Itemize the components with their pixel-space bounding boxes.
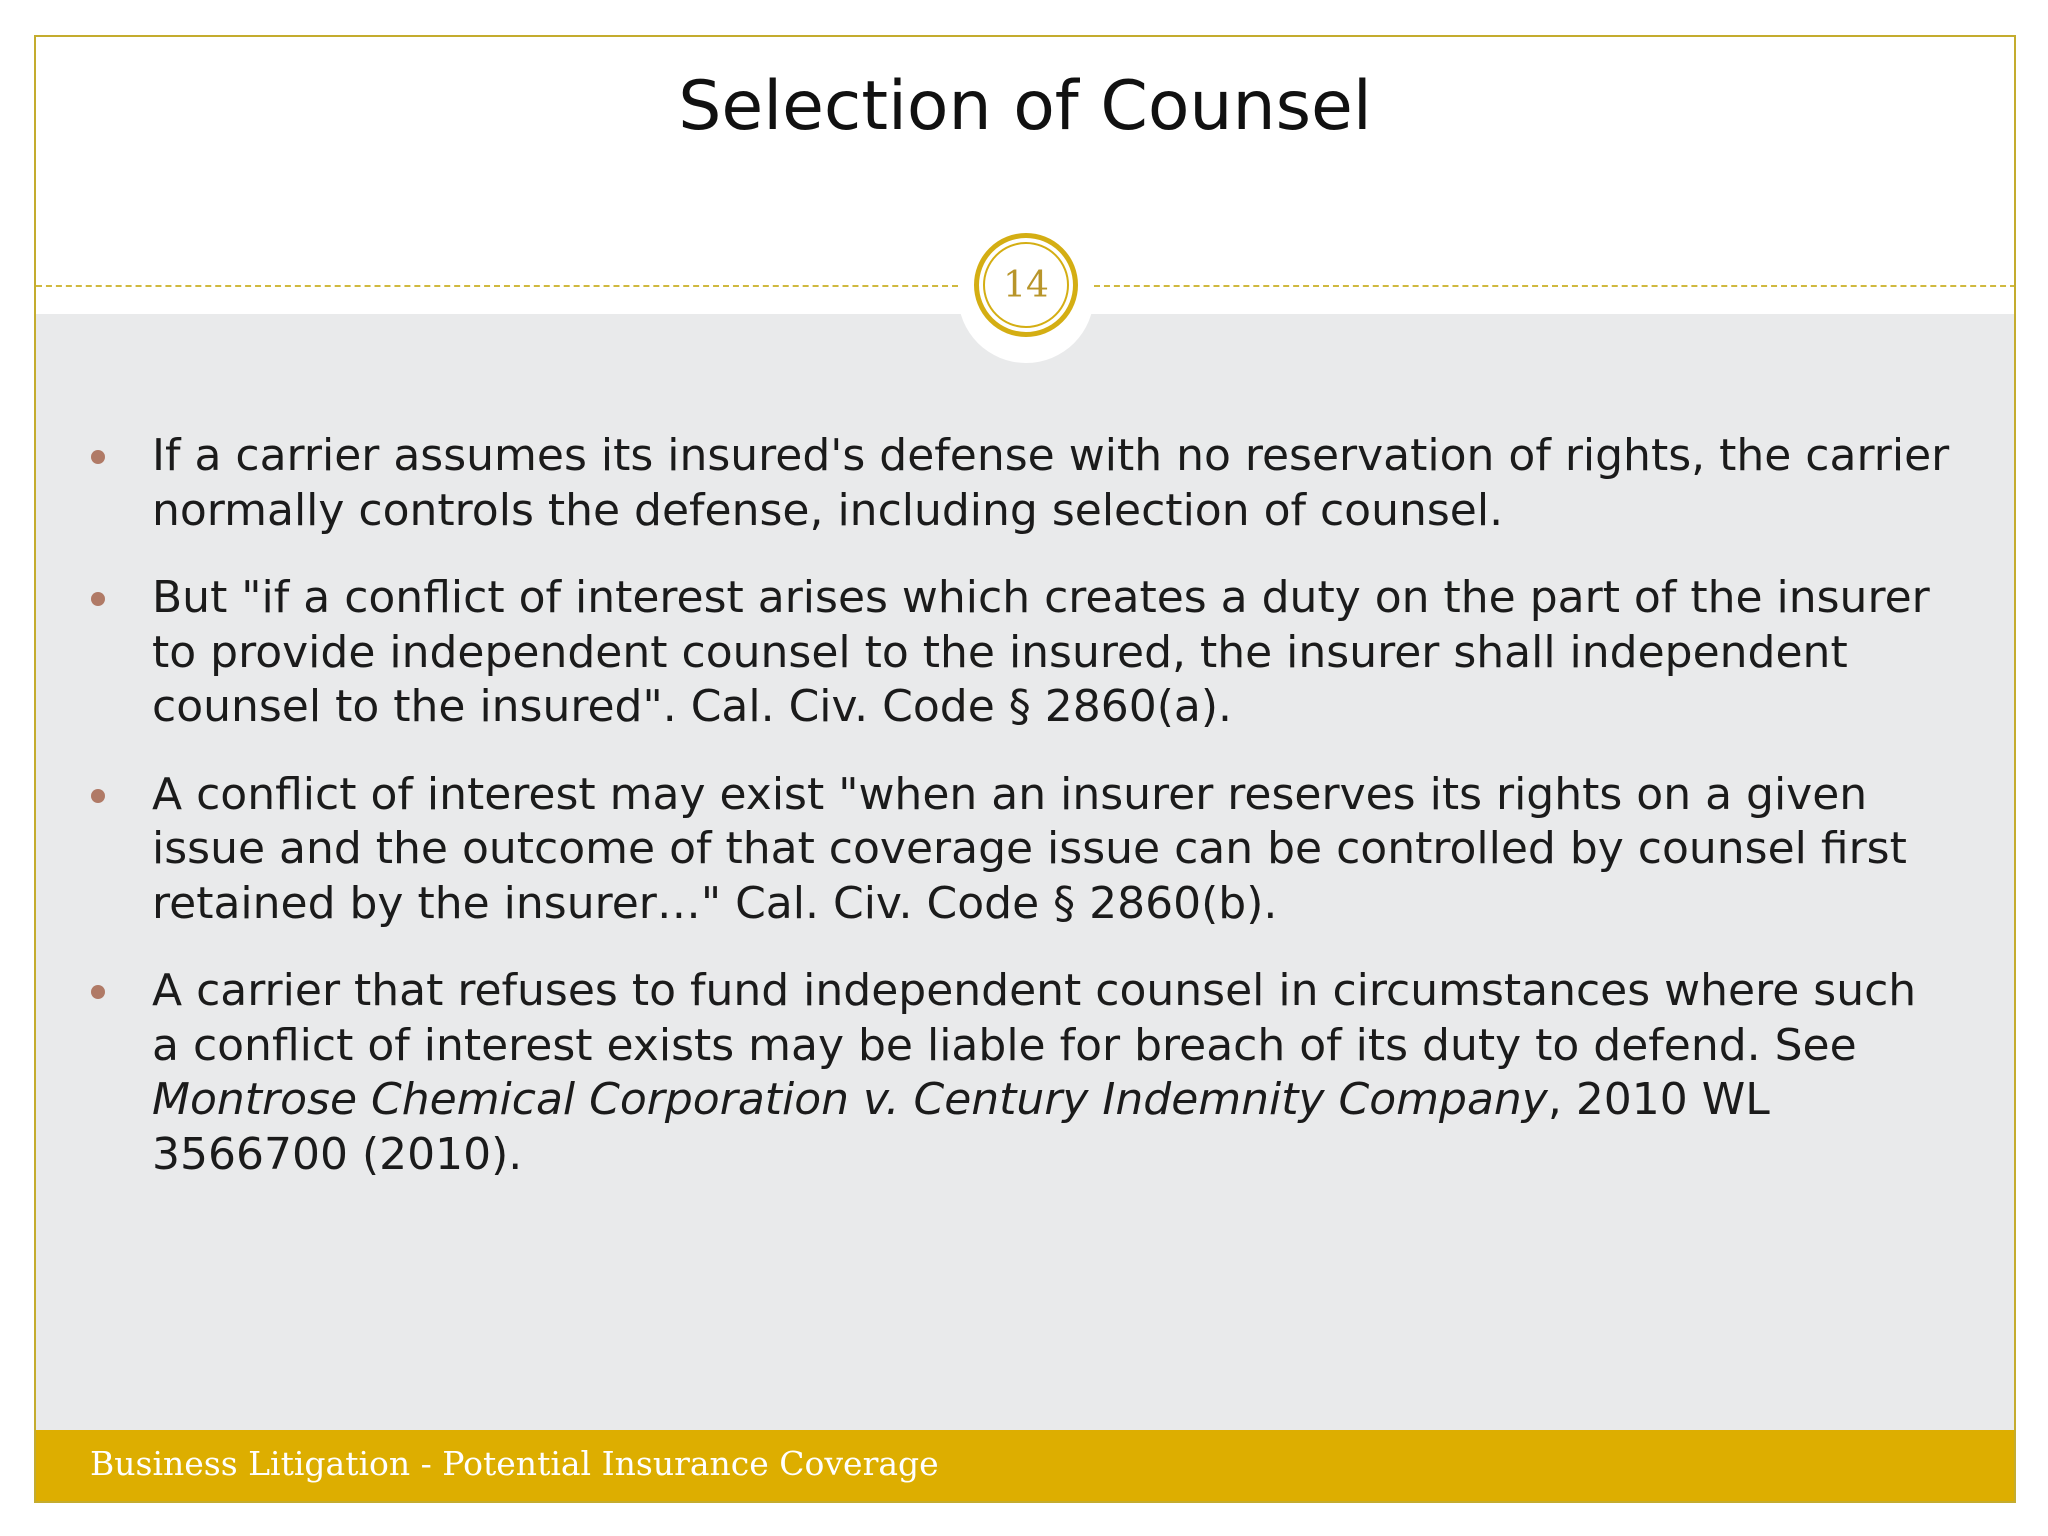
bullet-dot-icon (91, 985, 105, 999)
bullet-text-before: A carrier that refuses to fund independent counsel in circumstances where such a conflict of interest exists may be liable for breach of its duty to defend. See (152, 965, 1917, 1071)
bullet-dot-icon (91, 450, 105, 464)
divider-left (36, 285, 958, 287)
bullet-item (36, 768, 2014, 932)
case-name: Montrose Chemical Corporation v. Century Indemnity Company (152, 1074, 1548, 1125)
bullet-dot-icon (91, 789, 105, 803)
footer-text: Business Litigation - Potential Insurance Coverage (90, 1444, 939, 1483)
page-number-badge: 14 (983, 242, 1069, 328)
bullet-text: If a carrier assumes its insured's defense with no reservation of rights, the carrier normally controls the defense, including selection of counsel. (152, 430, 1950, 536)
divider-right (1094, 285, 2016, 287)
bullet-item (36, 964, 2014, 1182)
slide (34, 35, 2016, 1503)
bullet-text: A conflict of interest may exist "when an insurer reserves its rights on a given issue and the outcome of that coverage issue can be controlled by counsel first retained by the insurer…" Cal. Civ. Code § 2860(b). (152, 768, 1907, 929)
footer-bar (36, 1430, 2014, 1501)
bullet-text: But "if a conflict of interest arises which creates a duty on the part of the insurer to provide independent counsel to the insured, the insurer shall independent counsel to the insured". Cal. Civ. Code § 2860(a). (152, 572, 1930, 732)
bullet-item (36, 571, 2014, 735)
bullet-list (36, 429, 2014, 1215)
bullet-text-after: , 2010 WL 3566700 (2010). (152, 1074, 1770, 1180)
bullet-dot-icon (91, 592, 105, 606)
slide-title: Selection of Counsel (678, 67, 1372, 146)
bullet-item (36, 429, 2014, 538)
